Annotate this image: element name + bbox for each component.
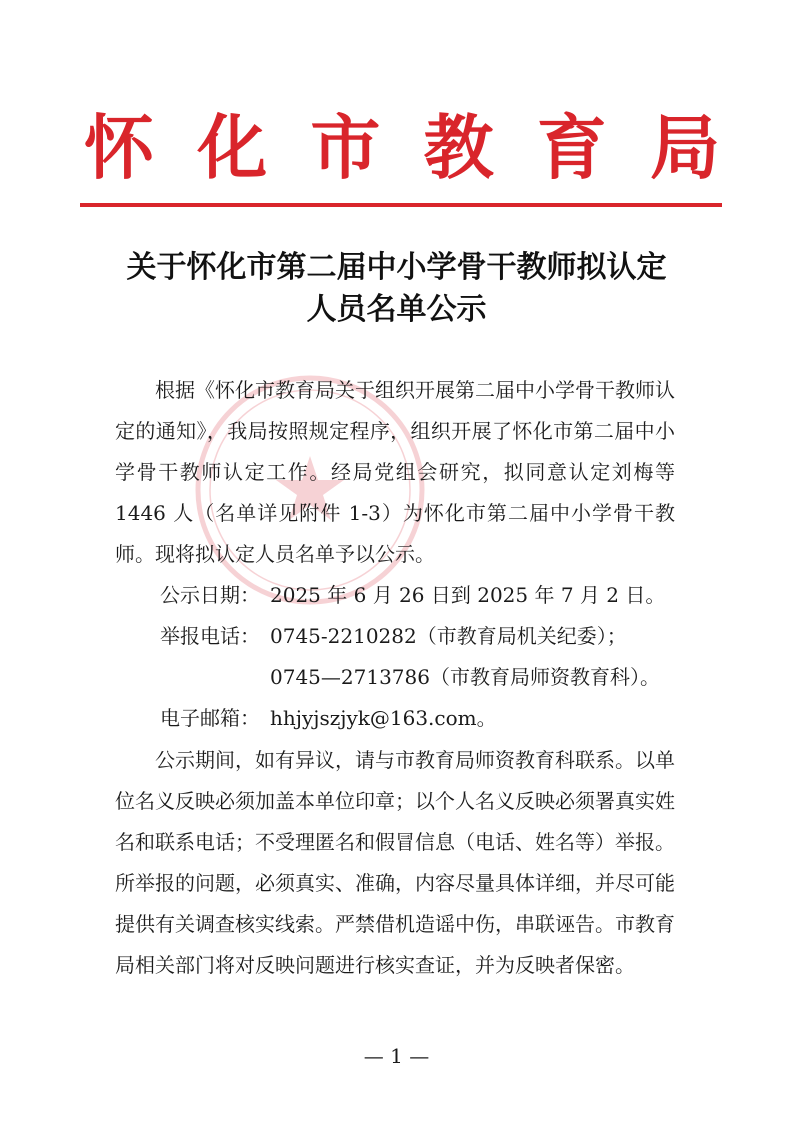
email-row [160,698,497,739]
body-paragraph-objection: 公示期间，如有异议，请与市教育局师资教育科联系。以单位名义反映必须加盖本单位印章；以个人名义反映必须署真实姓名和联系电话；不受理匿名和假冒信息（电话、姓名等）举报。所举报的问题，必须真实、准确，内容尽量具体详细，并尽可能提供有关调查核实线索。严禁借机造谣中伤，串联诬告。市教育局相关部门将对反映问题进行核实查证，并为反映者保密。 [115,748,675,977]
letterhead [84,108,720,188]
letterhead-char: 市 [310,107,381,189]
letterhead-char: 怀 [84,107,154,189]
notice-title-line-2: 人员名单公示 [306,292,487,327]
letterhead-char: 教 [423,107,494,189]
report-phone-row-2 [270,657,660,698]
report-phone-2: 0745—2713786（市教育局师资教育科）。 [270,665,660,689]
publicity-date-row [160,575,665,616]
letterhead-char: 育 [536,107,607,189]
letterhead-char: 化 [197,107,268,189]
email-label: 电子邮箱： [160,706,260,730]
publicity-date-value: 2025 年 6 月 26 日到 2025 年 7 月 2 日。 [270,583,666,607]
body-paragraph-intro: 根据《怀化市教育局关于组织开展第二届中小学骨干教师认定的通知》，我局按照规定程序，组织开展了怀化市第二届中小学骨干教师认定工作。经局党组会研究，拟同意认定刘梅等 1446 人（名单详见附件 1-3）为怀化市第二届中小学骨干教师。现将拟认定人员名单予以公示。 [115,378,675,566]
notice-title-line-1: 关于怀化市第二届中小学骨干教师拟认定 [126,250,667,285]
page-number: — 1 — [363,1044,430,1068]
report-phone-1: 0745-2210282（市教育局机关纪委）； [270,624,627,648]
report-phone-label: 举报电话： [160,624,260,648]
publicity-date-label: 公示日期： [160,583,260,607]
email-value[interactable]: hhjyjszjyk@163.com。 [270,706,497,730]
letterhead-char: 局 [649,107,720,189]
report-phone-row [160,616,627,657]
letterhead-divider [80,203,722,207]
